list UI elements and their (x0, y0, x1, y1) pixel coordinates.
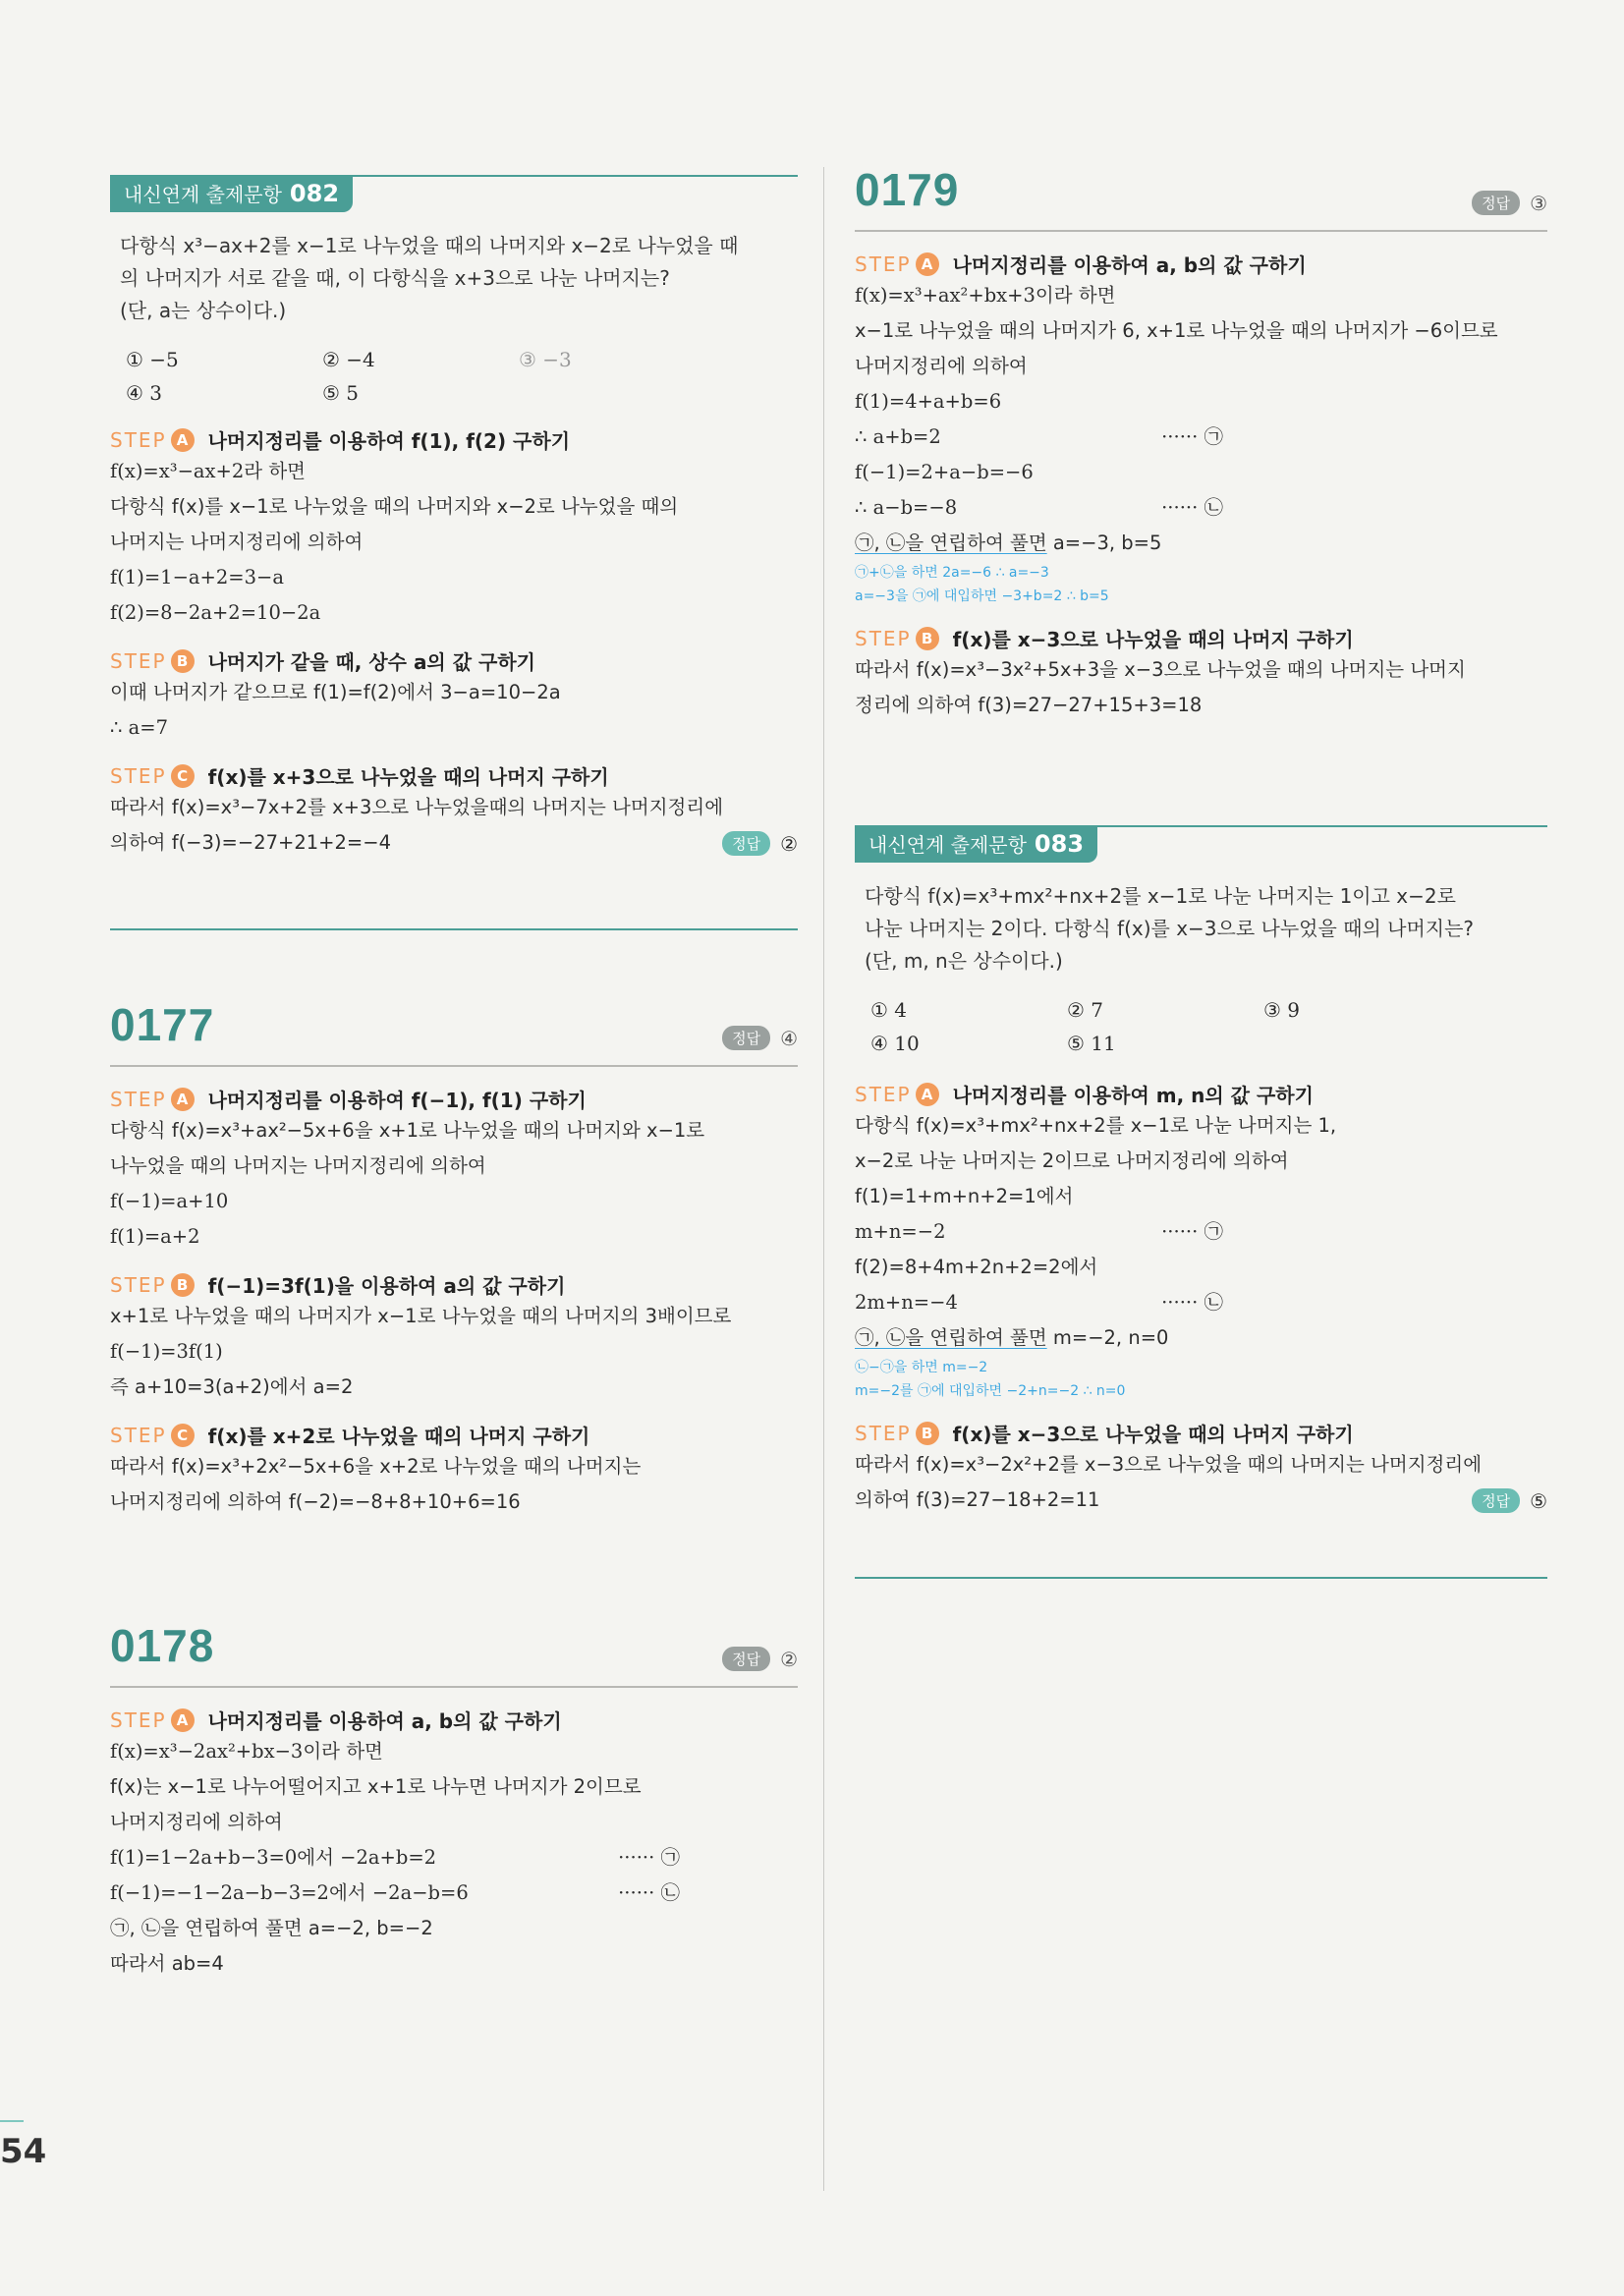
step-heading (110, 425, 798, 454)
answer-value: ⑤ (1530, 1488, 1547, 1513)
step-label: STEP (855, 252, 912, 276)
page-number: 54 (0, 2132, 47, 2171)
solution-line (110, 1840, 798, 1876)
solution-line (110, 1876, 798, 1911)
solution-line: 다항식 f(x)=x³+mx²+nx+2를 x−1로 나눈 나머지는 1, (855, 1114, 1337, 1137)
solution (855, 1080, 1547, 1518)
question-text (865, 880, 1547, 978)
question-line: 의 나머지가 서로 같을 때, 이 다항식을 x+3으로 나눈 나머지는? (120, 266, 670, 290)
step-title: 나머지정리를 이용하여 f(1), f(2) 구하기 (207, 429, 571, 453)
equation-tag: ······ ㉡ (618, 1881, 680, 1904)
problem-0179 (855, 164, 1547, 723)
solution-line: 나누었을 때의 나머지는 나머지정리에 의하여 (110, 1154, 486, 1177)
step-letter: B (171, 649, 195, 673)
answer-mark (1472, 191, 1547, 215)
problem-number: 0178 (110, 1620, 215, 1671)
solution-line: f(x)=x³+ax²+bx+3이라 하면 (855, 284, 1116, 307)
step-heading (855, 624, 1547, 652)
step-title: f(x)를 x−3으로 나누었을 때의 나머지 구하기 (952, 1423, 1354, 1446)
naesin-label: 내신연계 출제문항 (124, 183, 282, 206)
step-title: 나머지정리를 이용하여 m, n의 값 구하기 (952, 1084, 1314, 1107)
step-letter: B (916, 627, 939, 650)
answer-mark (722, 1026, 798, 1050)
step-title: 나머지정리를 이용하여 a, b의 값 구하기 (952, 253, 1307, 277)
naesin-tag (110, 175, 353, 212)
equation-text: a=−3, b=5 (1046, 532, 1162, 554)
hint-note: a=−3을 ㉠에 대입하면 −3+b=2 ∴ b=5 (855, 588, 1109, 604)
equation-text: ∴ a−b=−8 (855, 496, 958, 519)
solution-line: 다항식 f(x)=x³+ax²−5x+6을 x+1로 나누었을 때의 나머지와 x−1로 (110, 1119, 705, 1142)
question-line: 다항식 x³−ax+2를 x−1로 나누었을 때의 나머지와 x−2로 나누었을 때 (120, 234, 739, 257)
step-letter: C (171, 1424, 195, 1447)
solution-line: f(2)=8−2a+2=10−2a (110, 601, 321, 624)
step-heading (110, 761, 798, 790)
solution-line: f(−1)=3f(1) (110, 1340, 223, 1363)
solution-line: f(1)=a+2 (110, 1225, 200, 1248)
solution-line: f(2)=8+4m+2n+2=2에서 (855, 1256, 1098, 1278)
answer-mark (722, 831, 798, 856)
equation-tag: ······ ㉡ (1161, 1291, 1223, 1314)
page-tick (0, 2120, 24, 2122)
answer-mark (1472, 1488, 1547, 1513)
step-label: STEP (110, 1272, 167, 1297)
naesin-label: 내신연계 출제문항 (868, 833, 1027, 857)
step-heading (855, 1080, 1547, 1108)
step-heading (110, 1421, 798, 1449)
hint-note: ㉡−㉠을 하면 m=−2 (855, 1360, 988, 1375)
solution-line: 나머지정리에 의하여 f(−2)=−8+8+10+6=16 (110, 1490, 521, 1513)
column-divider (823, 167, 824, 2191)
naesin-tag (855, 825, 1097, 863)
equation-tag: ······ ㉠ (1161, 1220, 1223, 1243)
solution-line: f(1)=1−a+2=3−a (110, 566, 285, 588)
section-rule (855, 1577, 1547, 1579)
step-letter: B (916, 1422, 939, 1445)
step-label: STEP (110, 1087, 167, 1111)
step-heading (110, 1085, 798, 1113)
problem-number: 0179 (855, 164, 960, 215)
step-heading (110, 646, 798, 675)
solution-line: 따라서 f(x)=x³−2x²+2를 x−3으로 나누었을 때의 나머지는 나머지정리에 (855, 1453, 1483, 1476)
step-letter: A (171, 1088, 195, 1111)
solution-line: 따라서 ab=4 (110, 1952, 224, 1975)
solution-line: f(1)=4+a+b=6 (855, 390, 1002, 413)
choice-item: ② 7 (1067, 998, 1104, 1022)
solution-line: 정리에 의하여 f(3)=27−27+15+3=18 (855, 694, 1203, 716)
solution-line: x−1로 나누었을 때의 나머지가 6, x+1로 나누었을 때의 나머지가 −6이므로 (855, 319, 1498, 342)
solution-line (855, 1285, 1547, 1320)
equation-text: f(−1)=−1−2a−b−3=2에서 −2a−b=6 (110, 1881, 469, 1904)
step-letter: A (916, 252, 939, 276)
problem-header (855, 164, 1547, 232)
solution-line (855, 420, 1547, 455)
solution-line: 나머지정리에 의하여 (110, 1811, 283, 1833)
answer-badge: 정답 (722, 1647, 770, 1671)
problem-header (110, 999, 798, 1067)
equation-text: 2m+n=−4 (855, 1291, 958, 1314)
step-heading (855, 250, 1547, 278)
final-line-row (855, 1483, 1547, 1518)
solution-line: x+1로 나누었을 때의 나머지가 x−1로 나누었을 때의 나머지의 3배이므로 (110, 1305, 732, 1327)
answer-badge: 정답 (722, 831, 770, 856)
step-title: 나머지정리를 이용하여 a, b의 값 구하기 (207, 1709, 562, 1733)
step-title: f(x)를 x−3으로 나누었을 때의 나머지 구하기 (952, 628, 1354, 651)
choice-list (870, 993, 1547, 1060)
solution-line: f(x)는 x−1로 나누어떨어지고 x+1로 나누면 나머지가 2이므로 (110, 1775, 642, 1798)
problem-header (110, 1620, 798, 1688)
solution-line (855, 526, 1547, 561)
equation-tag: ······ ㉡ (1161, 496, 1223, 519)
step-label: STEP (855, 1421, 912, 1445)
equation-tag: ······ ㉠ (1161, 425, 1223, 448)
step-title: f(x)를 x+2로 나누었을 때의 나머지 구하기 (207, 1425, 590, 1448)
step-letter: A (171, 428, 195, 452)
question-line: 나눈 나머지는 2이다. 다항식 f(x)를 x−3으로 나누었을 때의 나머지는? (865, 917, 1475, 940)
choice-item: ③ −3 (519, 348, 572, 371)
solution-line: 의하여 f(3)=27−18+2=11 (855, 1488, 1100, 1511)
equation-text: ∴ a+b=2 (855, 425, 941, 448)
question-line: 다항식 f(x)=x³+mx²+nx+2를 x−1로 나눈 나머지는 1이고 x−2로 (865, 884, 1456, 908)
choice-list (126, 343, 798, 410)
solution-line: 따라서 f(x)=x³+2x²−5x+6을 x+2로 나누었을 때의 나머지는 (110, 1455, 642, 1478)
solution-line: f(1)=1+m+n+2=1에서 (855, 1185, 1074, 1207)
choice-item: ③ 9 (1263, 998, 1301, 1022)
step-heading (855, 1419, 1547, 1447)
choice-item: ① 4 (870, 998, 908, 1022)
equation-text: f(1)=1−2a+b−3=0에서 −2a+b=2 (110, 1846, 437, 1869)
solution-line (855, 490, 1547, 526)
step-label: STEP (855, 1082, 912, 1106)
choice-item: ① −5 (126, 348, 179, 371)
solution-line (855, 1320, 1547, 1356)
choice-item: ⑤ 5 (322, 381, 360, 405)
step-label: STEP (110, 763, 167, 788)
underlined-text: ㉠, ㉡을 연립하여 풀면 (855, 532, 1047, 554)
problem-0177 (110, 999, 798, 1520)
hint-note: m=−2를 ㉠에 대입하면 −2+n=−2 ∴ n=0 (855, 1383, 1126, 1399)
answer-badge: 정답 (722, 1026, 770, 1050)
naesin-083 (855, 825, 1547, 1518)
naesin-number: 083 (1034, 830, 1085, 858)
solution-line: x−2로 나눈 나머지는 2이므로 나머지정리에 의하여 (855, 1149, 1289, 1172)
solution-line: ㉠, ㉡을 연립하여 풀면 a=−2, b=−2 (110, 1917, 433, 1939)
step-title: 나머지가 같을 때, 상수 a의 값 구하기 (207, 650, 535, 674)
naesin-082 (110, 175, 798, 861)
naesin-number: 082 (289, 180, 340, 207)
question-line: (단, a는 상수이다.) (120, 299, 287, 322)
underlined-text: ㉠, ㉡을 연립하여 풀면 (855, 1326, 1047, 1349)
step-letter: A (916, 1083, 939, 1106)
solution-line: 이때 나머지가 같으므로 f(1)=f(2)에서 3−a=10−2a (110, 681, 561, 703)
solution-line: 의하여 f(−3)=−27+21+2=−4 (110, 831, 392, 854)
solution-line: 나머지는 나머지정리에 의하여 (110, 531, 364, 553)
step-title: f(x)를 x+3으로 나누었을 때의 나머지 구하기 (207, 765, 609, 789)
solution-line: f(−1)=a+10 (110, 1190, 229, 1212)
answer-value: ③ (1530, 191, 1547, 215)
answer-badge: 정답 (1472, 191, 1520, 215)
step-title: 나머지정리를 이용하여 f(−1), f(1) 구하기 (207, 1089, 587, 1112)
step-letter: B (171, 1273, 195, 1297)
choice-item: ② −4 (322, 348, 375, 371)
section-rule (110, 928, 798, 930)
answer-value: ② (780, 831, 798, 856)
solution (110, 425, 798, 861)
solution-line: ∴ a=7 (110, 716, 168, 739)
step-label: STEP (110, 648, 167, 673)
solution-line: 따라서 f(x)=x³−3x²+5x+3을 x−3으로 나누었을 때의 나머지는 나머지 (855, 658, 1466, 681)
solution-line: 다항식 f(x)를 x−1로 나누었을 때의 나머지와 x−2로 나누었을 때의 (110, 495, 679, 518)
equation-tag: ······ ㉠ (618, 1846, 680, 1869)
solution-line: f(x)=x³−ax+2라 하면 (110, 460, 307, 482)
solution-line: f(−1)=2+a−b=−6 (855, 461, 1034, 483)
step-letter: A (171, 1708, 195, 1732)
answer-badge: 정답 (1472, 1488, 1520, 1513)
step-letter: C (171, 764, 195, 788)
step-heading (110, 1270, 798, 1299)
step-label: STEP (855, 626, 912, 650)
final-line-row (110, 825, 798, 861)
step-title: f(−1)=3f(1)을 이용하여 a의 값 구하기 (207, 1274, 566, 1298)
problem-0178 (110, 1620, 798, 1982)
solution-line: 따라서 f(x)=x³−7x+2를 x+3으로 나누었을때의 나머지는 나머지정리에 (110, 796, 724, 818)
step-heading (110, 1706, 798, 1734)
equation-text: m=−2, n=0 (1046, 1326, 1169, 1349)
choice-item: ⑤ 11 (1067, 1032, 1116, 1055)
equation-text: m+n=−2 (855, 1220, 946, 1243)
answer-mark (722, 1647, 798, 1671)
solution-line (855, 1214, 1547, 1250)
solution-line: 즉 a+10=3(a+2)에서 a=2 (110, 1375, 354, 1398)
problem-number: 0177 (110, 999, 215, 1050)
question-text (120, 230, 798, 327)
choice-item: ④ 3 (126, 381, 163, 405)
question-line: (단, m, n은 상수이다.) (865, 949, 1063, 973)
solution-line: f(x)=x³−2ax²+bx−3이라 하면 (110, 1740, 383, 1763)
step-label: STEP (110, 1708, 167, 1732)
answer-value: ② (780, 1647, 798, 1671)
step-label: STEP (110, 427, 167, 452)
choice-item: ④ 10 (870, 1032, 920, 1055)
solution-line: 나머지정리에 의하여 (855, 355, 1028, 377)
hint-note: ㉠+㉡을 하면 2a=−6 ∴ a=−3 (855, 565, 1049, 581)
step-label: STEP (110, 1423, 167, 1447)
answer-value: ④ (780, 1026, 798, 1050)
